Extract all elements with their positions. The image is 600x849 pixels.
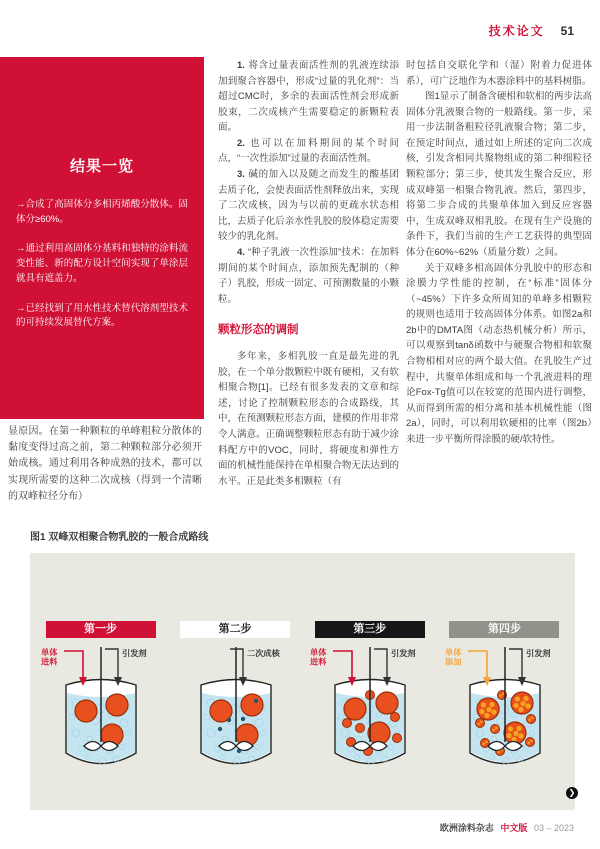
figure-step-1 [38,621,163,783]
monomer-feed-label: 单体 [41,648,58,657]
step-diagram [442,643,567,783]
nucleation-dot [240,717,244,721]
nucleation-dot [253,699,257,703]
inclusion-dot [479,709,484,714]
initiator-feed-label: 二次成核 [246,649,280,658]
figure-panel [30,553,575,810]
inclusion-dot [513,703,518,708]
results-overview-title: 结果一览 [69,158,134,175]
small-particle [526,715,535,724]
inclusion-dot [484,713,489,718]
figure-caption: 图1 双峰双相聚合物乳胶的一般合成路线 [30,532,209,543]
inclusion-dot [486,707,491,712]
initiator-feed-label: 引发剂 [122,649,147,658]
step-banner: 第二步 [180,621,290,638]
inclusion-dot [525,703,530,708]
inclusion-dot [508,726,513,731]
initiator-feed-line [374,649,387,677]
item-number: 2. [237,137,245,149]
step-banner: 第四步 [449,621,559,638]
monomer-feed-label: 进料 [310,657,327,667]
page-header [489,22,574,39]
large-particle [368,722,390,744]
initiator-feed-label: 引发剂 [391,649,416,658]
large-particle [241,694,263,716]
numbered-item [218,167,399,245]
inclusion-dot [491,709,496,714]
small-particle [525,738,534,747]
middle-column [218,58,399,489]
monomer-feed-line [468,651,487,677]
figure-step-3 [307,621,432,783]
inclusion-dot [513,731,518,736]
monomer-feed-line [333,651,352,677]
reactor-diagram-step-4 [442,643,567,783]
inclusion-dot [518,733,523,738]
inclusion-dot [516,726,521,731]
item-text: “种子乳液一次性添加”技术：在加料期间的某个时间点，添加预先配制的（种子）乳胶，形成一固定、可预测数量的小颗粒。 [218,246,399,305]
item-text: 也可以在加料期间的某个时间点，“一次性添加”过量的表面活性剂。 [218,137,399,165]
body-paragraph: 关于双峰多相高固体分乳胶中的形态和涂膜力学性能的控制，在“标准”固体分（~45%）下许多众所周知的单峰多相颗粒的规则也适用于较高固体分体系。如图2a和2b中的DMTA图（动态热机械分析）所示，可以观察到tanδ函数中与硬聚合物相和软聚合物相相对应的两个最大值。在乳胶生产过程中，共聚单体组成和每一个乳液进料的理论Fox-Tg值可以在较宽的范围内进行调整，从而得到所需的相分离和基本机械性能（图2a），同时，可以利用软硬相的比率（图2b）来进一步平衡所得涂膜的硬/软特性。 [406,262,592,445]
reactor-diagram-step-2 [173,643,298,783]
small-particle [475,719,484,728]
left-column-text: 显原因。在第一种颗粒的单峰粗粒分散体的黏度变得过高之前，第二种颗粒部分必须开始成核。通过利用各种成熟的技术，都可以实现所需要的这种二次成核（得到一个清晰的双峰粒径分布） [8,426,202,502]
body-paragraph: 时包括自交联化学和（湿）附着力促进体系），可广泛地作为木器涂料中的基料树脂。 [406,60,592,87]
large-particle [75,700,97,722]
figure-steps-row [38,621,567,783]
step-banner: 第三步 [315,621,425,638]
initiator-feed-line [509,649,522,677]
nucleation-dot [226,718,230,722]
results-bullet: →已经找到了用水性技术替代溶剂型技术的可持续发展替代方案。 [16,302,188,329]
monomer-feed-line [64,651,83,677]
item-text: 碱的加入以及随之而发生的酸基团去质子化，会使表面活性剂释放出来，实现了二次成核，因为与以前的更疏水状态相比，去质子化后亲水性乳胶的胶体稳定需要较少的乳化剂。 [218,169,399,243]
numbered-item [218,245,399,307]
step-diagram [38,643,163,783]
item-number: 4. [237,246,245,258]
initiator-feed-label: 引发剂 [525,649,551,658]
results-bullet: →通过利用高固体分基料和独特的涂料流变性能、新的配方设计空间实现了单涂层就具有遮盖力。 [16,243,188,284]
monomer-feed-label: 进料 [41,657,58,667]
inclusion-dot [518,707,523,712]
inclusion-dot [520,701,525,706]
inclusion-dot [506,733,511,738]
step-diagram [173,643,298,783]
item-number: 1. [237,60,245,71]
monomer-feed-label: 添加 [444,657,462,667]
edition-label: 中文版 [500,823,528,833]
initiator-feed-line [105,649,118,677]
item-number: 3. [237,169,245,181]
inclusion-dot [515,696,520,701]
results-bullet: →合成了高固体分多相丙烯酸分散体。固体分≥60%。 [16,199,188,225]
continue-arrow-icon: ❯ [566,787,578,799]
small-particle [490,725,499,734]
body-paragraph: 多年来，多相乳胶一直是最先进的乳胶，在一个单分散颗粒中既有硬相，又有软相聚合物[1]。已经有很多发表的文章和综述，讨论了控制颗粒形态的合成路线，其中，在预测颗粒形态方面，建模的作用非常令人满意。正确调整颗粒形态有助于减少涂料配方中的VOC，同时，将硬度和弹性方面的机械性能保持在单相聚合物无法达到的水平。正是此类多相颗粒（有 [218,351,399,487]
numbered-item [218,58,399,136]
section-label: 技术论文 [488,24,545,38]
page-number: 51 [560,24,574,38]
step-banner: 第一步 [46,621,156,638]
figure-step-4 [442,621,567,783]
results-overview-box [0,57,204,419]
inclusion-dot [489,702,494,707]
item-text: 将含过量表面活性剂的乳液连续添加到聚合容器中，形成“过量的乳化剂”：当超过CMC时，多余的表面活性剂会形成新胶束，二次成核产生需要稳定的新颗粒表面。 [218,60,399,134]
small-particle [343,719,352,728]
nucleation-dot [217,727,221,731]
reactor-diagram-step-3 [307,643,432,783]
small-particle [356,724,365,733]
small-particle [391,713,400,722]
small-particle [393,734,402,743]
monomer-feed-label: 单体 [310,648,327,657]
reactor-diagram-step-1 [38,643,163,783]
large-particle [344,698,366,720]
page-footer [440,821,574,834]
figure-step-2 [173,621,298,783]
body-paragraph: 图1显示了制备含硬相和软相的两步法高固体分乳液聚合物的一般路线。第一步，采用一步法制备粗粒径乳液聚合物；第二步，在预定时间点，通过如上所述的定向二次成核，引发含相同共聚物组成的第二种细粒径颗粒部分；第三步，使其发生聚合反应，形成双峰第一相聚合物乳液。然后，第四步，将第二步合成的共聚单体加入到反应容器中，生成双峰双相乳胶。在现有生产设施的条件下，我们当前的生产工艺获得的典型固体分在60%~62%（质量分数）之间。 [406,91,592,258]
numbered-item [218,136,399,167]
inclusion-dot [523,696,528,701]
right-column [406,58,592,447]
inclusion-dot [481,702,486,707]
step-diagram [307,643,432,783]
journal-name: 欧洲涂料杂志 [439,823,494,833]
monomer-feed-label: 单体 [444,648,462,657]
issue-number: 03 – 2023 [533,823,574,833]
section-heading: 颗粒形态的调制 [218,324,299,337]
large-particle [376,692,398,714]
large-particle [106,694,128,716]
